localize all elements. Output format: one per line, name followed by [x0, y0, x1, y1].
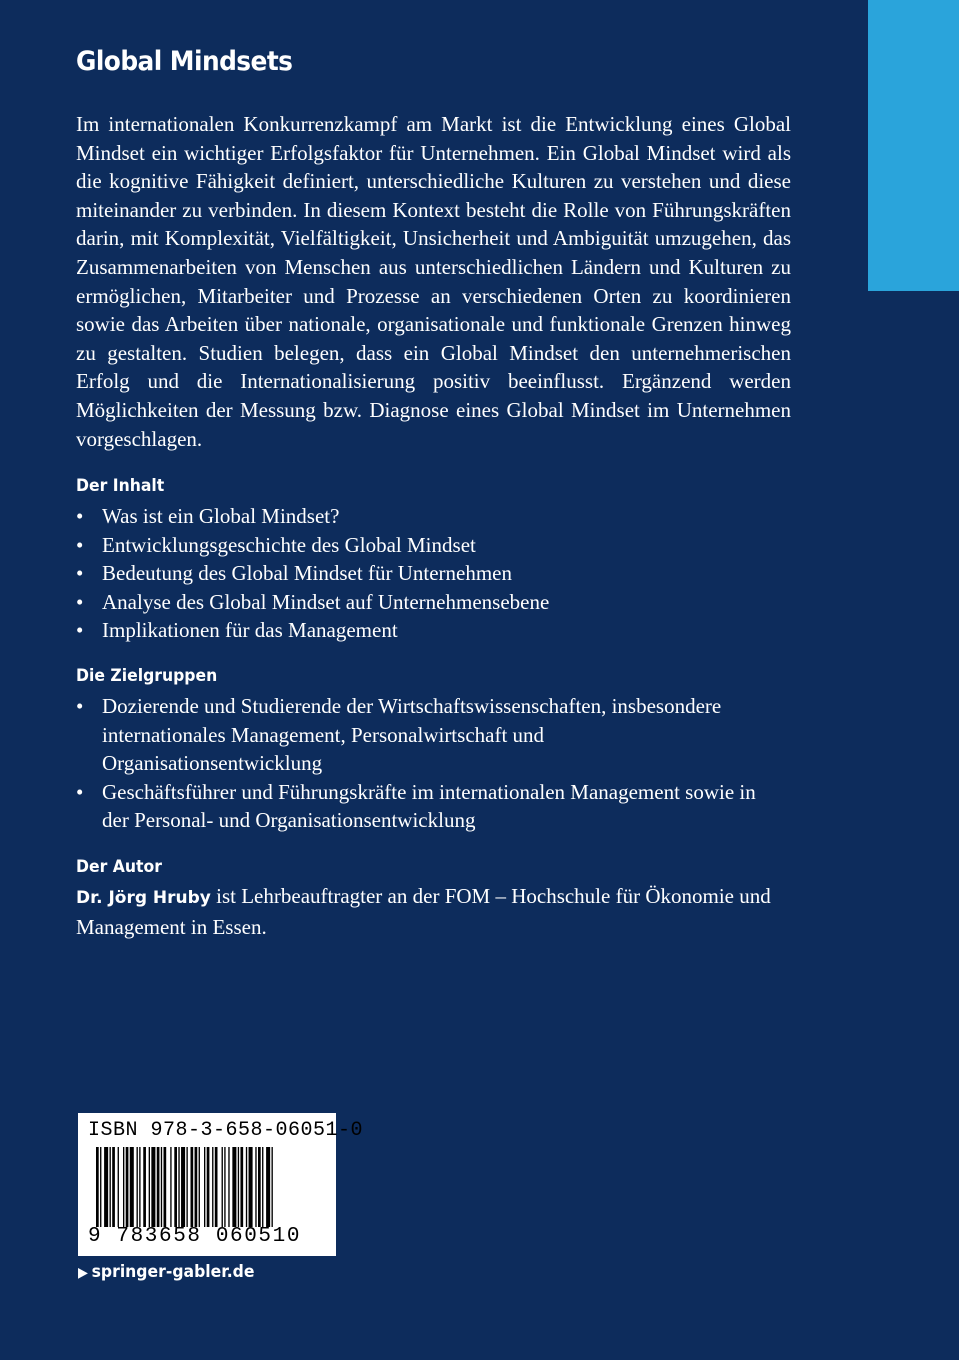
barcode-bar	[164, 1147, 167, 1227]
bullet-icon: •	[76, 532, 84, 557]
barcode-bar	[178, 1147, 179, 1227]
barcode-bar	[143, 1147, 146, 1227]
barcode-bar	[151, 1147, 155, 1227]
barcode-bar	[130, 1147, 134, 1227]
audience-heading: Die Zielgruppen	[76, 666, 218, 686]
barcode-bar	[246, 1147, 247, 1227]
barcode-bar	[195, 1147, 198, 1227]
barcode-bar	[118, 1147, 119, 1227]
barcode-bar	[126, 1147, 129, 1227]
barcode-bar	[110, 1147, 111, 1227]
list-item: • Geschäftsführer und Führungskräfte im internationalen Management sowie in der Personal- und Organisationsentwicklung	[76, 779, 756, 833]
barcode-bar	[100, 1147, 101, 1227]
barcode-bar	[174, 1147, 177, 1227]
bullet-icon: •	[76, 589, 84, 614]
barcode-bar	[96, 1147, 99, 1227]
barcode-bar	[204, 1147, 205, 1227]
barcode-icon	[96, 1147, 322, 1227]
barcode-bar	[222, 1147, 223, 1227]
barcode-bar	[272, 1147, 273, 1227]
bullet-icon: •	[76, 504, 84, 528]
barcode-bar	[161, 1147, 162, 1227]
audience-list	[76, 692, 766, 835]
barcode-bar	[137, 1147, 138, 1227]
book-title: Global Mindsets	[76, 46, 293, 77]
list-item: • Bedeutung des Global Mindset für Unternehmen	[76, 559, 791, 588]
barcode-bar	[240, 1147, 243, 1227]
list-item: • Dozierende und Studierende der Wirtschaftswissenschaften, insbesondere internationales Management, Personalwirtschaft und Organisationsentwicklung	[76, 694, 722, 776]
isbn-barcode	[78, 1113, 364, 1256]
barcode-bar	[199, 1147, 200, 1227]
author-heading: Der Autor	[76, 857, 162, 877]
author-name: Dr. Jörg Hruby	[76, 888, 211, 908]
barcode-bar	[262, 1147, 263, 1227]
play-arrow-icon: ▶	[78, 1265, 88, 1281]
barcode-bar	[181, 1147, 185, 1227]
intro-paragraph: Im internationalen Konkurrenzkampf am Markt ist die Entwicklung eines Global Mindset ein wichtiger Erfolgsfaktor für Unternehmen. Ein Global Mindset wird als die kognitive Fähigkeit definiert, unterschiedliche Kulturen zu verstehen und diese miteinander zu verbinden. In diesem Kontext besteht die Rolle von Führungskräften darin, mit Komplexität, Vielfältigkeit, Unsicherheit und Ambiguität umzugehen, das Zusammenarbeiten von Menschen aus unterschiedlichen Ländern und Kulturen zu ermöglichen, Mitarbeiter und Prozesse an verschiedenen Orten zu koordinieren sowie das Arbeiten über nationale, organisationale und funktionale Grenzen hinweg zu gestalten. Studien belegen, dass ein Global Mindset den unternehmerischen Erfolg und die Internationalisierung positiv beeinflusst. Ergänzend werden Möglichkeiten der Messung bzw. Diagnose eines Global Mindset im Unternehmen vorgeschlagen.	[76, 112, 791, 451]
barcode-bar	[255, 1147, 256, 1227]
barcode-bar	[232, 1147, 236, 1227]
publisher-link[interactable]: ▶ springer-gabler.de	[78, 1262, 255, 1282]
isbn-number: ISBN 978-3-658-06051-0	[88, 1119, 364, 1142]
barcode-bar	[191, 1147, 194, 1227]
barcode-bar	[104, 1147, 108, 1227]
barcode-bar	[139, 1147, 140, 1227]
bullet-icon: •	[76, 779, 84, 804]
ean-digits: 9 783658 060510	[88, 1225, 302, 1248]
barcode-bar	[238, 1147, 239, 1227]
bullet-icon: •	[76, 694, 84, 718]
list-item: • Analyse des Global Mindset auf Unternehmensebene	[76, 588, 791, 617]
barcode-bar	[157, 1147, 160, 1227]
author-bio	[76, 882, 791, 941]
list-item: • Was ist ein Global Mindset?	[76, 502, 791, 531]
author-description: ist Lehrbeauftragter an der FOM – Hochschule für Ökonomie und Management in Essen.	[76, 884, 771, 939]
barcode-bar	[149, 1147, 150, 1227]
bullet-icon: •	[76, 561, 84, 586]
bullet-icon: •	[76, 618, 84, 643]
barcode-bar	[228, 1147, 229, 1227]
barcode-bar	[224, 1147, 225, 1227]
barcode-bar	[266, 1147, 270, 1227]
barcode-bar	[258, 1147, 261, 1227]
list-item: • Entwicklungsgeschichte des Global Mindset	[76, 531, 791, 560]
content-list	[76, 502, 791, 645]
barcode-bar	[215, 1147, 218, 1227]
list-item: • Implikationen für das Management	[76, 616, 791, 645]
barcode-bar	[249, 1147, 253, 1227]
barcode-bar	[112, 1147, 115, 1227]
barcode-bar	[212, 1147, 213, 1227]
accent-bar	[868, 0, 959, 291]
content-heading: Der Inhalt	[76, 476, 165, 496]
barcode-bar	[207, 1147, 210, 1227]
barcode-bar	[186, 1147, 187, 1227]
barcode-bar	[170, 1147, 171, 1227]
barcode-bar	[123, 1147, 124, 1227]
